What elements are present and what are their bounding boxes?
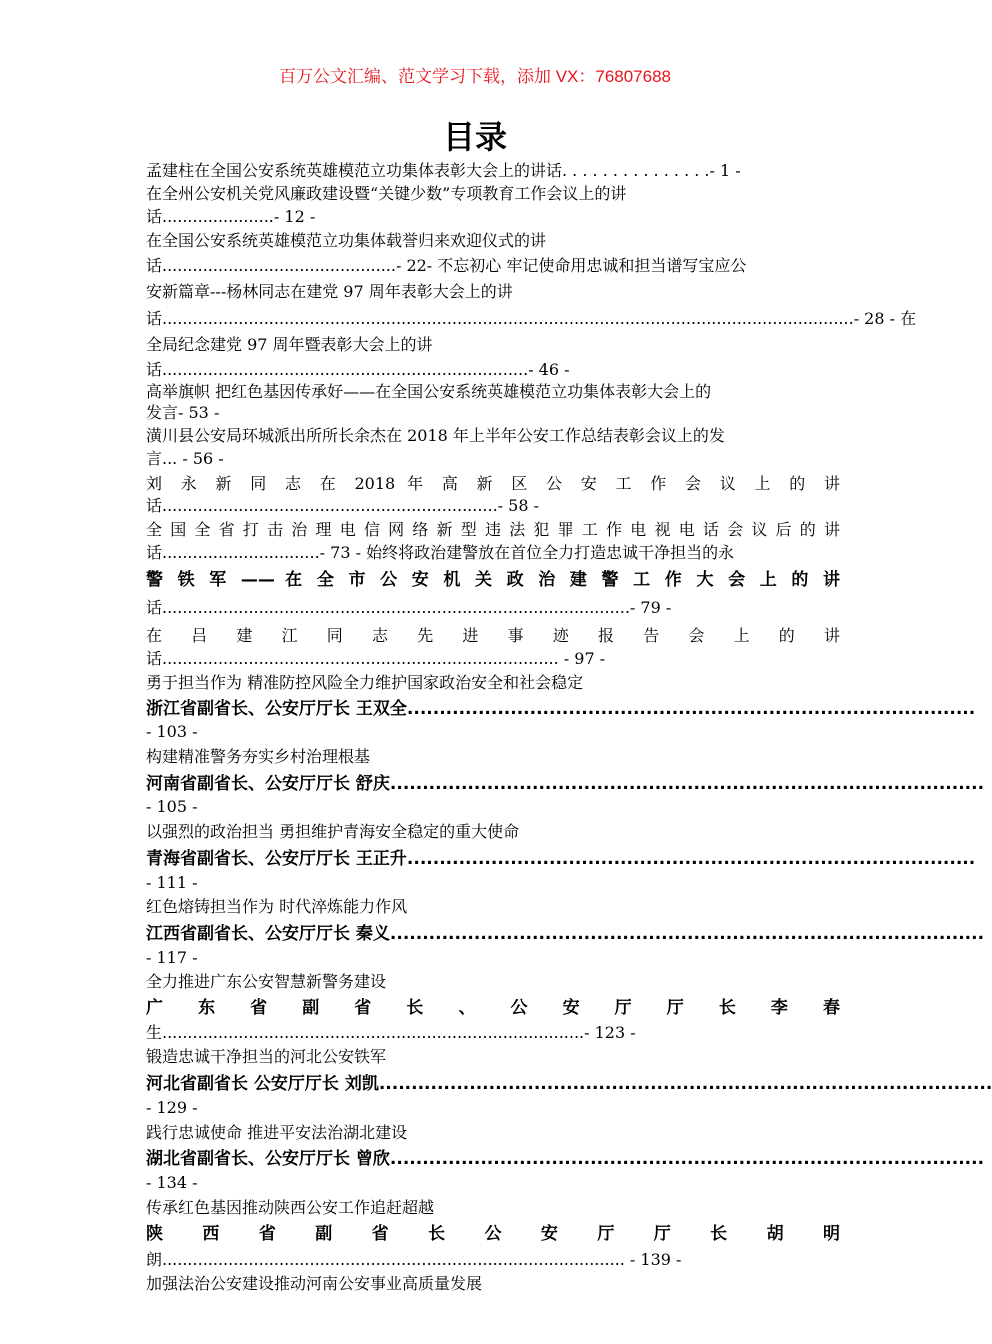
toc-line[interactable]: 锻造忠诚干净担当的河北公安铁军 — [146, 1047, 387, 1066]
toc-title: 目录 — [442, 118, 507, 156]
toc-line[interactable]: - 117 - — [146, 948, 198, 967]
toc-line[interactable]: 高举旗帜 把红色基因传承好——在全国公安系统英雄模范立功集体表彰大会上的 — [146, 382, 712, 401]
toc-line[interactable]: 潢川县公安局环城派出所所长余杰在 2018 年上半年公安工作总结表彰会议上的发 — [146, 426, 725, 445]
toc-line[interactable]: 孟建柱在全国公安系统英雄模范立功集体表彰大会上的讲话. . . . . . . . . . . . . . .- 1 - — [146, 161, 741, 180]
toc-line[interactable]: 河北省副省长 公安厅厅长 刘凯............................................................................................... — [146, 1074, 992, 1094]
toc-line[interactable]: 警 铁 军 —— 在 全 市 公 安 机 关 政 治 建 警 工 作 大 会 上 的 讲 — [146, 570, 840, 590]
toc-line[interactable]: 陕 西 省 副 省 长 公 安 厅 厅 长 胡 明 — [146, 1224, 840, 1244]
toc-line[interactable]: 以强烈的政治担当 勇担维护青海安全稳定的重大使命 — [146, 822, 520, 841]
toc-line[interactable]: 全局纪念建党 97 周年暨表彰大会上的讲 — [146, 335, 433, 354]
toc-line[interactable]: 话...............................- 73 - 始终将政治建警放在首位全力打造忠诚干净担当的永 — [146, 543, 735, 562]
toc-line[interactable]: 全国全省打击治理电信网络新型违法犯罪工作电视电话会议后的讲 — [146, 520, 840, 539]
toc-line[interactable]: 话........................................................................- 46 - — [146, 360, 570, 379]
toc-line[interactable]: 红色熔铸担当作为 时代淬炼能力作风 — [146, 897, 408, 916]
toc-line[interactable]: 勇于担当作为 精准防控风险全力维护国家政治安全和社会稳定 — [146, 673, 584, 692]
toc-line[interactable]: 青海省副省长、公安厅厅长 王正升........................................................................................ — [146, 849, 976, 869]
toc-line[interactable]: - 103 - — [146, 722, 198, 741]
toc-line[interactable]: 湖北省副省长、公安厅厅长 曾欣............................................................................................ — [146, 1149, 985, 1169]
toc-line[interactable]: 在 吕 建 江 同 志 先 进 事 迹 报 告 会 上 的 讲 — [146, 626, 840, 645]
toc-line[interactable]: - 129 - — [146, 1098, 198, 1117]
toc-line[interactable]: 传承红色基因推动陕西公安工作追赶超越 — [146, 1198, 435, 1217]
toc-line[interactable]: 江西省副省长、公安厅厅长 秦义............................................................................................ — [146, 924, 985, 944]
toc-line[interactable]: - 134 - — [146, 1173, 198, 1192]
toc-line[interactable]: 构建精准警务夯实乡村治理根基 — [146, 747, 371, 766]
toc-line[interactable]: 话......................- 12 - — [146, 207, 316, 226]
toc-line[interactable]: 言... - 56 - — [146, 449, 224, 468]
toc-line[interactable]: 朗........................................................................................... - 139 - — [146, 1250, 682, 1269]
toc-line[interactable]: 安新篇章---杨林同志在建党 97 周年表彰大会上的讲 — [146, 282, 513, 301]
toc-line[interactable]: 话........................................................................................................................................- 28 - 在 — [146, 309, 917, 328]
toc-line[interactable]: 全力推进广东公安智慧新警务建设 — [146, 972, 387, 991]
toc-line[interactable]: 生...................................................................................- 123 - — [146, 1023, 636, 1042]
toc-line[interactable]: 话.............................................................................. - 97 - — [146, 649, 606, 668]
toc-line[interactable]: 刘 永 新 同 志 在 2018 年 高 新 区 公 安 工 作 会 议 上 的 讲 — [146, 474, 840, 493]
toc-line[interactable]: 发言- 53 - — [146, 403, 220, 422]
toc-line[interactable]: 河南省副省长、公安厅厅长 舒庆............................................................................................ — [146, 774, 985, 794]
toc-line[interactable]: - 105 - — [146, 797, 198, 816]
toc-line[interactable]: 浙江省副省长、公安厅厅长 王双全........................................................................................ — [146, 699, 976, 719]
toc-line[interactable]: 话..................................................................- 58 - — [146, 496, 540, 515]
toc-line[interactable]: 在全州公安机关党风廉政建设暨“关键少数”专项教育工作会议上的讲 — [146, 184, 627, 203]
toc-line[interactable]: 广 东 省 副 省 长 、 公 安 厅 厅 长 李 春 — [146, 998, 840, 1018]
toc-line[interactable]: 话............................................................................................- 79 - — [146, 598, 672, 617]
toc-line[interactable]: - 111 - — [146, 873, 198, 892]
toc-line[interactable]: 话..............................................- 22- 不忘初心 牢记使命用忠诚和担当谱写宝应公 — [146, 256, 747, 275]
toc-line[interactable]: 践行忠诚使命 推进平安法治湖北建设 — [146, 1123, 408, 1142]
toc-line[interactable]: 在全国公安系统英雄模范立功集体载誉归来欢迎仪式的讲 — [146, 231, 547, 250]
header-banner: 百万公文汇编、范文学习下载，添加 VX：76807688 — [278, 67, 672, 86]
toc-line[interactable]: 加强法治公安建设推动河南公安事业高质量发展 — [146, 1274, 483, 1293]
